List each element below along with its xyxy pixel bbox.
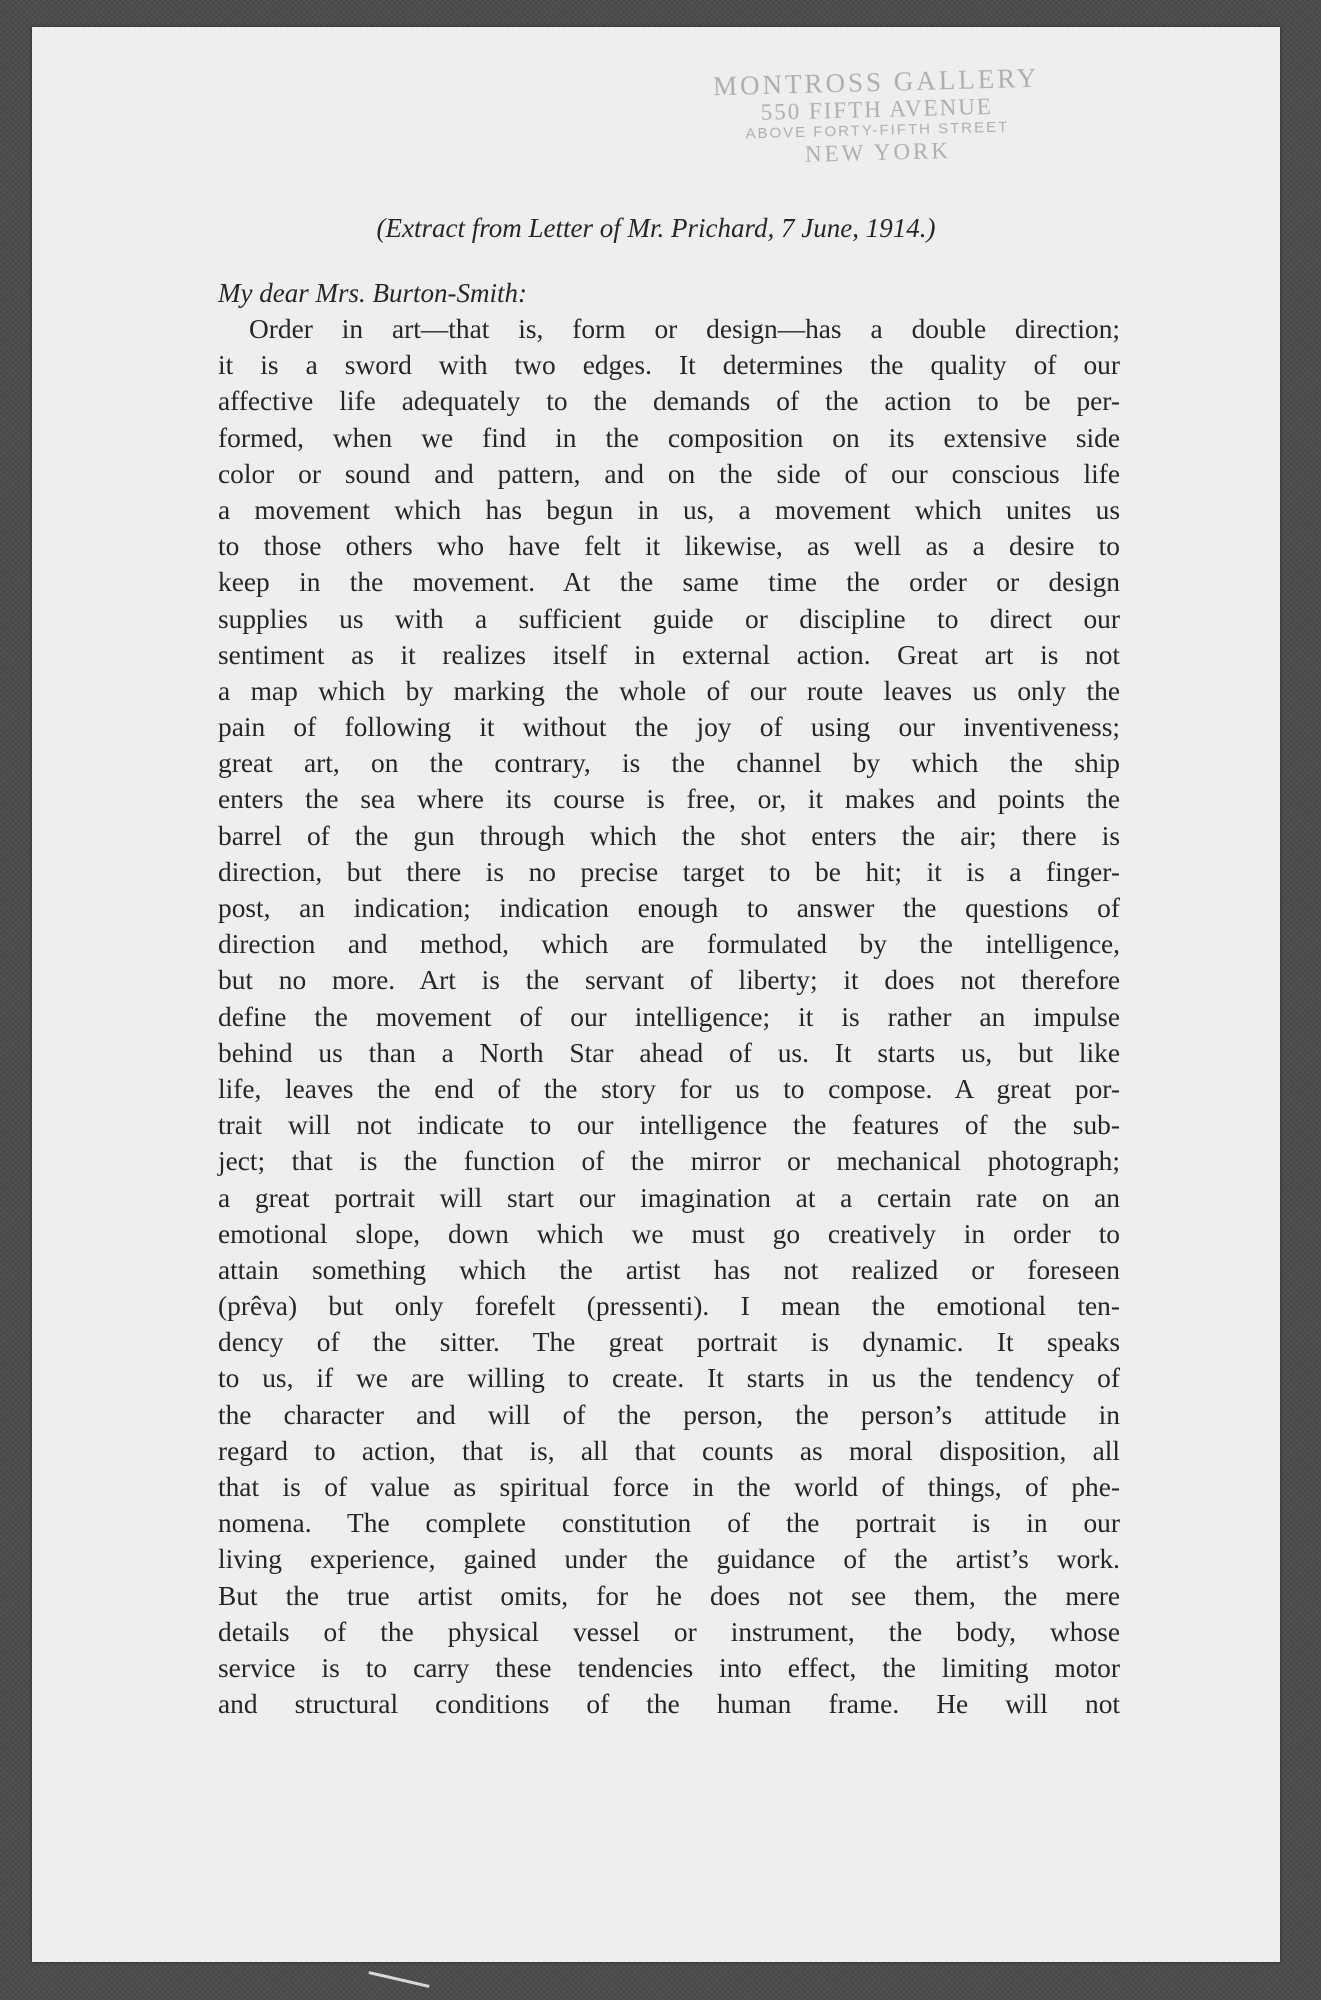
salutation: My dear Mrs. Burton-Smith:	[218, 278, 527, 308]
stamp-line-1: MONTROSS GALLERY	[712, 62, 1040, 102]
body-line: nomena. The complete constitution of the portrait is in our	[218, 1508, 1120, 1539]
body-line: to those others who have felt it likewise, as well as a desire to	[218, 531, 1120, 562]
body-line: dency of the sitter. The great portrait is dynamic. It speaks	[218, 1327, 1120, 1358]
body-line: the character and will of the person, the person’s attitude in	[218, 1399, 1120, 1430]
body-line: a movement which has begun in us, a movement which unites us	[218, 494, 1120, 525]
body-line: post, an indication; indication enough to answer the questions of	[218, 893, 1120, 923]
body-line: ject; that is the function of the mirror or mechanical photograph;	[218, 1146, 1120, 1177]
letter-body	[218, 311, 1120, 1722]
body-line: affective life adequately to the demands of the action to be per-	[218, 386, 1120, 417]
body-line: barrel of the gun through which the shot enters the air; there is	[218, 820, 1120, 851]
body-line: to us, if we are willing to create. It starts in us the tendency of	[218, 1363, 1120, 1394]
body-line: life, leaves the end of the story for us to compose. A great por-	[218, 1073, 1120, 1104]
body-line: attain something which the artist has not realized or foreseen	[218, 1254, 1120, 1285]
body-line: and structural conditions of the human frame. He will not	[218, 1689, 1120, 1720]
body-line: behind us than a North Star ahead of us. It starts us, but like	[218, 1037, 1120, 1068]
body-line: formed, when we find in the composition on its extensive side	[218, 422, 1120, 453]
body-line: sentiment as it realizes itself in external action. Great art is not	[218, 639, 1120, 670]
body-line: pain of following it without the joy of using our inventiveness;	[218, 712, 1120, 743]
letter-heading: (Extract from Letter of Mr. Prichard, 7 June, 1914.)	[376, 213, 936, 243]
body-line: direction and method, which are formulated by the intelligence,	[218, 929, 1120, 960]
body-line: color or sound and pattern, and on the side of our conscious life	[218, 458, 1120, 489]
body-line: great art, on the contrary, is the channel by which the ship	[218, 748, 1120, 779]
body-line: (prêva) but only forefelt (pressenti). I mean the emotional ten-	[218, 1291, 1120, 1322]
body-line: enters the sea where its course is free, or, it makes and points the	[218, 784, 1120, 815]
body-line: details of the physical vessel or instrument, the body, whose	[218, 1616, 1120, 1647]
body-line: keep in the movement. At the same time the order or design	[218, 567, 1120, 598]
body-line: it is a sword with two edges. It determines the quality of our	[218, 350, 1120, 381]
body-line: trait will not indicate to our intelligence the features of the sub-	[218, 1110, 1120, 1141]
body-line: but no more. Art is the servant of liberty; it does not therefore	[218, 965, 1120, 996]
stamp-line-4: NEW YORK	[804, 137, 952, 167]
body-line: a great portrait will start our imagination at a certain rate on an	[218, 1182, 1120, 1213]
body-line: emotional slope, down which we must go creatively in order to	[218, 1218, 1120, 1249]
body-line: that is of value as spiritual force in the world of things, of phe-	[218, 1472, 1120, 1502]
body-line: direction, but there is no precise target to be hit; it is a finger-	[218, 856, 1120, 887]
body-line: But the true artist omits, for he does not see them, the mere	[218, 1580, 1120, 1611]
body-line: define the movement of our intelligence; it is rather an impulse	[218, 1001, 1120, 1032]
body-line: a map which by marking the whole of our route leaves us only the	[218, 675, 1120, 706]
stamp-line-3: ABOVE FORTY-FIFTH STREET	[745, 118, 1010, 143]
body-line: Order in art—that is, form or design—has a double direction;	[249, 314, 1120, 344]
body-line: living experience, gained under the guidance of the artist’s work.	[218, 1544, 1120, 1575]
document-page	[32, 27, 1280, 1962]
stamp-line-2: 550 FIFTH AVENUE	[760, 94, 994, 126]
gallery-stamp	[671, 62, 1083, 171]
body-line: service is to carry these tendencies into effect, the limiting motor	[218, 1652, 1120, 1683]
body-line: supplies us with a sufficient guide or discipline to direct our	[218, 603, 1120, 634]
body-line: regard to action, that is, all that counts as moral disposition, all	[218, 1435, 1120, 1466]
